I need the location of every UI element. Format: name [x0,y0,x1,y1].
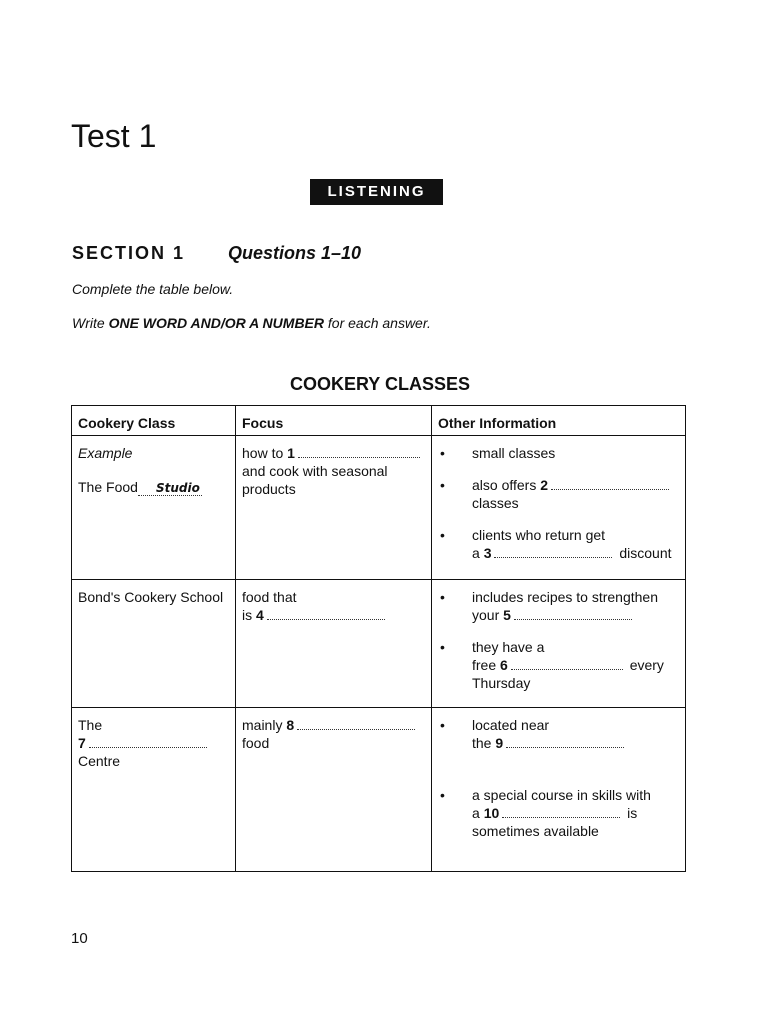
focus-cell [236,580,432,708]
focus-cell [236,708,432,872]
info-pre2: your [472,607,504,623]
header-row [72,406,686,436]
question-number: 3 [483,545,492,561]
info-pre: • they have a [472,639,545,655]
info-pre2: a [472,805,484,821]
info-pre: also offers [472,477,541,493]
page-number: 10 [71,930,88,947]
focus-pre: food that [242,589,297,605]
header-focus: Focus [236,406,432,436]
info-cell [432,708,686,872]
focus-post: and cook with seasonal products [242,463,388,497]
example-line [78,478,229,496]
question-number: 7 [78,735,86,751]
answer-blank[interactable] [502,805,620,818]
info-pre: • located near [472,717,550,733]
question-number: 9 [495,735,504,751]
instruction-line-2 [72,314,431,332]
focus-post: food [242,735,270,751]
table-row [72,580,686,708]
class-post: Centre [78,753,121,769]
info-cell [432,580,686,708]
info-post: is [623,805,638,821]
info-post2: sometimes available [472,823,599,839]
focus-line [242,606,425,624]
answer-blank[interactable] [514,607,632,620]
instruction-line-1: Complete the table below. [72,281,234,297]
example-label: Example [78,445,133,461]
test-title: Test 1 [71,118,157,154]
question-number: 8 [286,717,295,733]
focus-pre: how to [242,445,288,461]
answer-blank[interactable] [267,607,385,620]
class-pre: The [78,717,103,733]
class-line [78,734,229,752]
focus-cell [236,436,432,580]
info-pre2: free [472,657,501,673]
answer-blank[interactable] [551,477,669,490]
info-pre: • includes recipes to strengthen [472,589,658,605]
table-row [72,708,686,872]
answer-blank[interactable] [297,717,415,730]
info-bullet: • small classes [440,444,679,462]
table-title: COOKERY CLASSES [289,374,471,394]
info-bullet [440,716,679,752]
focus-pre2: is [242,607,256,623]
answer-blank[interactable] [89,735,207,748]
table-row [72,436,686,580]
cookery-class-cell [72,708,236,872]
info-bullet [440,588,679,624]
question-number: 5 [503,607,511,623]
answer-blank[interactable] [494,545,612,558]
question-number: 2 [540,477,549,493]
instruction-emphasis: ONE WORD AND/OR A NUMBER [108,315,324,331]
focus-pre: mainly [242,717,287,733]
info-cell [432,436,686,580]
info-bullet [440,526,679,562]
answer-blank[interactable] [506,735,624,748]
question-number: 4 [256,607,264,623]
class-name: The Food [78,479,138,495]
header-other-information: Other Information [432,406,686,436]
info-post2: Thursday [472,675,531,691]
info-pre2: a [472,545,484,561]
info-pre2: the [472,735,496,751]
answer-blank[interactable] [511,657,623,670]
cookery-class-cell [72,580,236,708]
instruction-pre: Write [72,315,109,331]
info-pre: • a special course in skills with [472,787,651,803]
info-post: classes [472,495,519,511]
info-post: every [625,657,664,673]
focus-line [242,444,425,462]
question-number: 1 [287,445,295,461]
info-pre: • clients who return get [472,527,606,543]
info-post: discount [615,545,672,561]
listening-badge: LISTENING [310,179,443,205]
question-number: 6 [500,657,508,673]
instruction-post: for each answer. [324,315,431,331]
focus-line [242,716,425,734]
info-bullet [440,786,679,840]
question-number: 10 [483,805,500,821]
header-cookery-class: Cookery Class [72,406,236,436]
section-questions: Questions 1–10 [228,243,362,263]
example-answer: Studio [138,482,202,496]
class-name: Bond's Cookery School [78,589,224,605]
cookery-table [71,405,686,872]
cookery-class-cell [72,436,236,580]
answer-blank[interactable] [298,445,420,458]
section-label: SECTION 1 [72,243,186,263]
info-bullet [440,638,679,692]
info-bullet [440,476,679,512]
